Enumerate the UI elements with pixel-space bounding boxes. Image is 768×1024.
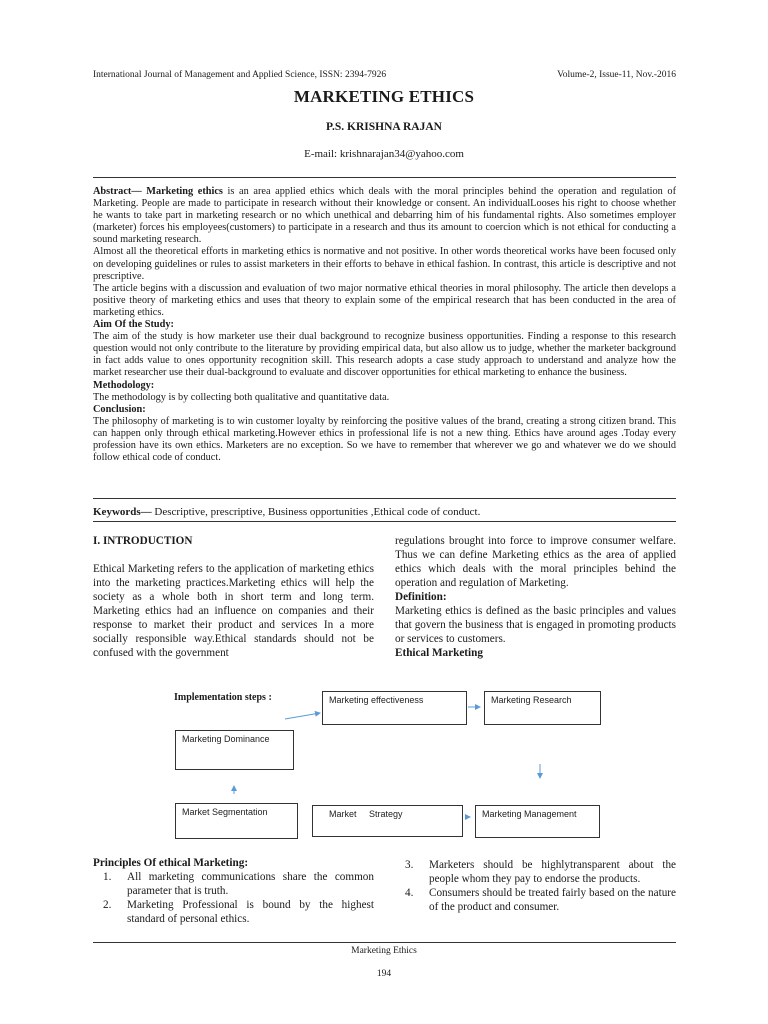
- principle-item: [395, 858, 676, 886]
- conclusion-heading: Conclusion:: [93, 403, 146, 415]
- principle-item: [93, 870, 374, 898]
- box-marketing-effectiveness: Marketing effectiveness: [322, 691, 467, 725]
- abstract-label: Abstract— Marketing ethics: [93, 186, 223, 197]
- principle-num: 2.: [103, 899, 112, 911]
- principle-num: 1.: [103, 871, 112, 883]
- footer-rule: [93, 942, 676, 943]
- principle-text: Marketing Professional is bound by the highest standard of personal ethics.: [127, 899, 374, 925]
- box-marketing-research: Marketing Research: [484, 691, 601, 725]
- intro-p1: Ethical Marketing refers to the application of marketing ethics into the marketing practices.Marketing ethics will help the society as a whole both in short term and long term. Marketing ethics had an influence on companies and their response to market their product and services In a more socially responsible way.Ethical standards should not be confused with the government: [93, 563, 374, 659]
- principles-heading: Principles Of ethical Marketing:: [93, 857, 249, 869]
- intro-heading: I. INTRODUCTION: [93, 535, 193, 547]
- implementation-steps-figure: [170, 686, 690, 846]
- author-email: E-mail: krishnarajan34@yahoo.com: [304, 148, 464, 160]
- abstract-p1: [93, 186, 676, 246]
- abstract-p1-text: is an area applied ethics which deals with the moral principles behind the operation and regulation of Marketing. People are made to participate in research without their knowledge or consent. An individualLooses his right to choose whether he wants to take part in marketing research or no which unethical and debarring him of his fundamental rights. Also sometimes employer (marketer) forces his employees(customers) to participate in a research and thus its amount to coercion which is not ethical for conducting a sound marketing research.: [93, 186, 677, 246]
- keywords-text: Descriptive, prescriptive, Business opportunities ,Ethical code of conduct.: [154, 506, 481, 518]
- footer-title: Marketing Ethics: [351, 946, 417, 956]
- figure-label: Implementation steps :: [174, 692, 272, 703]
- principles-right: [395, 858, 676, 914]
- principle-text: All marketing communications share the common parameter that is truth.: [127, 871, 374, 897]
- keywords-label: Keywords—: [93, 506, 152, 518]
- principle-item: [93, 898, 374, 926]
- aim-text: The aim of the study is how marketer use their dual background to recognize business opportunities. Finding a response to this research question would not only contribute to the literature by providing empirical data, but also allow us to judge, whether the marketer background in fact adds value to ones opportunity recognition skill. This research adopts a case study approach to understand and analyze how the market researcher use their dual-background to evaluate and discover opportunities for ethical marketing to enhance the business.: [93, 331, 676, 379]
- methodology-heading: Methodology:: [93, 379, 155, 391]
- journal-header: International Journal of Management and Applied Science, ISSN: 2394-7926: [93, 70, 387, 80]
- box-market-strategy: Market Strategy: [312, 805, 463, 837]
- abstract: [93, 186, 676, 464]
- principle-item: [395, 886, 676, 914]
- keywords-top-rule: [93, 498, 676, 499]
- abstract-p2: Almost all the theoretical efforts in marketing ethics is normative and not positive. In other words theoretical works have been focused only on developing guidelines or rules to assist marketers in their efforts to behave in ethical fashion. In contrast, this article is descriptive and not prescriptive.: [93, 246, 676, 282]
- principles-left: [93, 856, 374, 926]
- principle-text: Marketers should be highlytransparent about the people whom they pay to endorse the products.: [429, 859, 676, 885]
- box-market-segmentation: Market Segmentation: [175, 803, 298, 839]
- box-marketing-management: Marketing Management: [475, 805, 600, 838]
- definition-text: Marketing ethics is defined as the basic principles and values that govern the business that is engaged in promoting products or services to customers.: [395, 605, 676, 645]
- arrow-to-effectiveness: [285, 713, 320, 719]
- conclusion-text: The philosophy of marketing is to win customer loyalty by reinforcing the positive values of the brand, creating a strong citizen brand. This can happen only through ethical marketing.However ethics in professional life is not a new thing. Ethics have around ages .Today every profession have its own ethics. Marketers are no exception. So we have to remember that wherever we go and whatever we do we should follow ethical code of conduct.: [93, 415, 676, 464]
- intro-left-column: [93, 534, 374, 660]
- abstract-top-rule: [93, 177, 676, 178]
- intro-p2: regulations brought into force to improve consumer welfare. Thus we can define Marketing ethics as the area of applied ethics which deals with the moral principles behind the operation and regulation of Marketing.: [395, 535, 676, 589]
- volume-header: Volume-2, Issue-11, Nov.-2016: [557, 70, 676, 80]
- intro-right-column: [395, 534, 676, 660]
- abstract-p3: The article begins with a discussion and evaluation of two major normative ethical theories in moral philosophy. The article then develops a positive theory of marketing ethics and uses that theory to explain some of the empirical research that has been conducted in the area of marketing ethics.: [93, 282, 676, 318]
- paper-title: MARKETING ETHICS: [293, 87, 475, 106]
- principle-text: Consumers should be treated fairly based on the nature of the product and consumer.: [429, 887, 676, 913]
- ethical-marketing-heading: Ethical Marketing: [395, 647, 483, 659]
- keywords: [93, 506, 676, 518]
- methodology-text: The methodology is by collecting both qualitative and quantitative data.: [93, 391, 390, 403]
- page-number: 194: [376, 969, 392, 979]
- principle-num: 3.: [405, 859, 414, 871]
- keywords-bottom-rule: [93, 521, 676, 522]
- box-marketing-dominance: Marketing Dominance: [175, 730, 294, 770]
- principle-num: 4.: [405, 887, 414, 899]
- aim-heading: Aim Of the Study:: [93, 319, 174, 331]
- author-name: P.S. KRISHNA RAJAN: [326, 121, 442, 133]
- definition-heading: Definition:: [395, 591, 447, 603]
